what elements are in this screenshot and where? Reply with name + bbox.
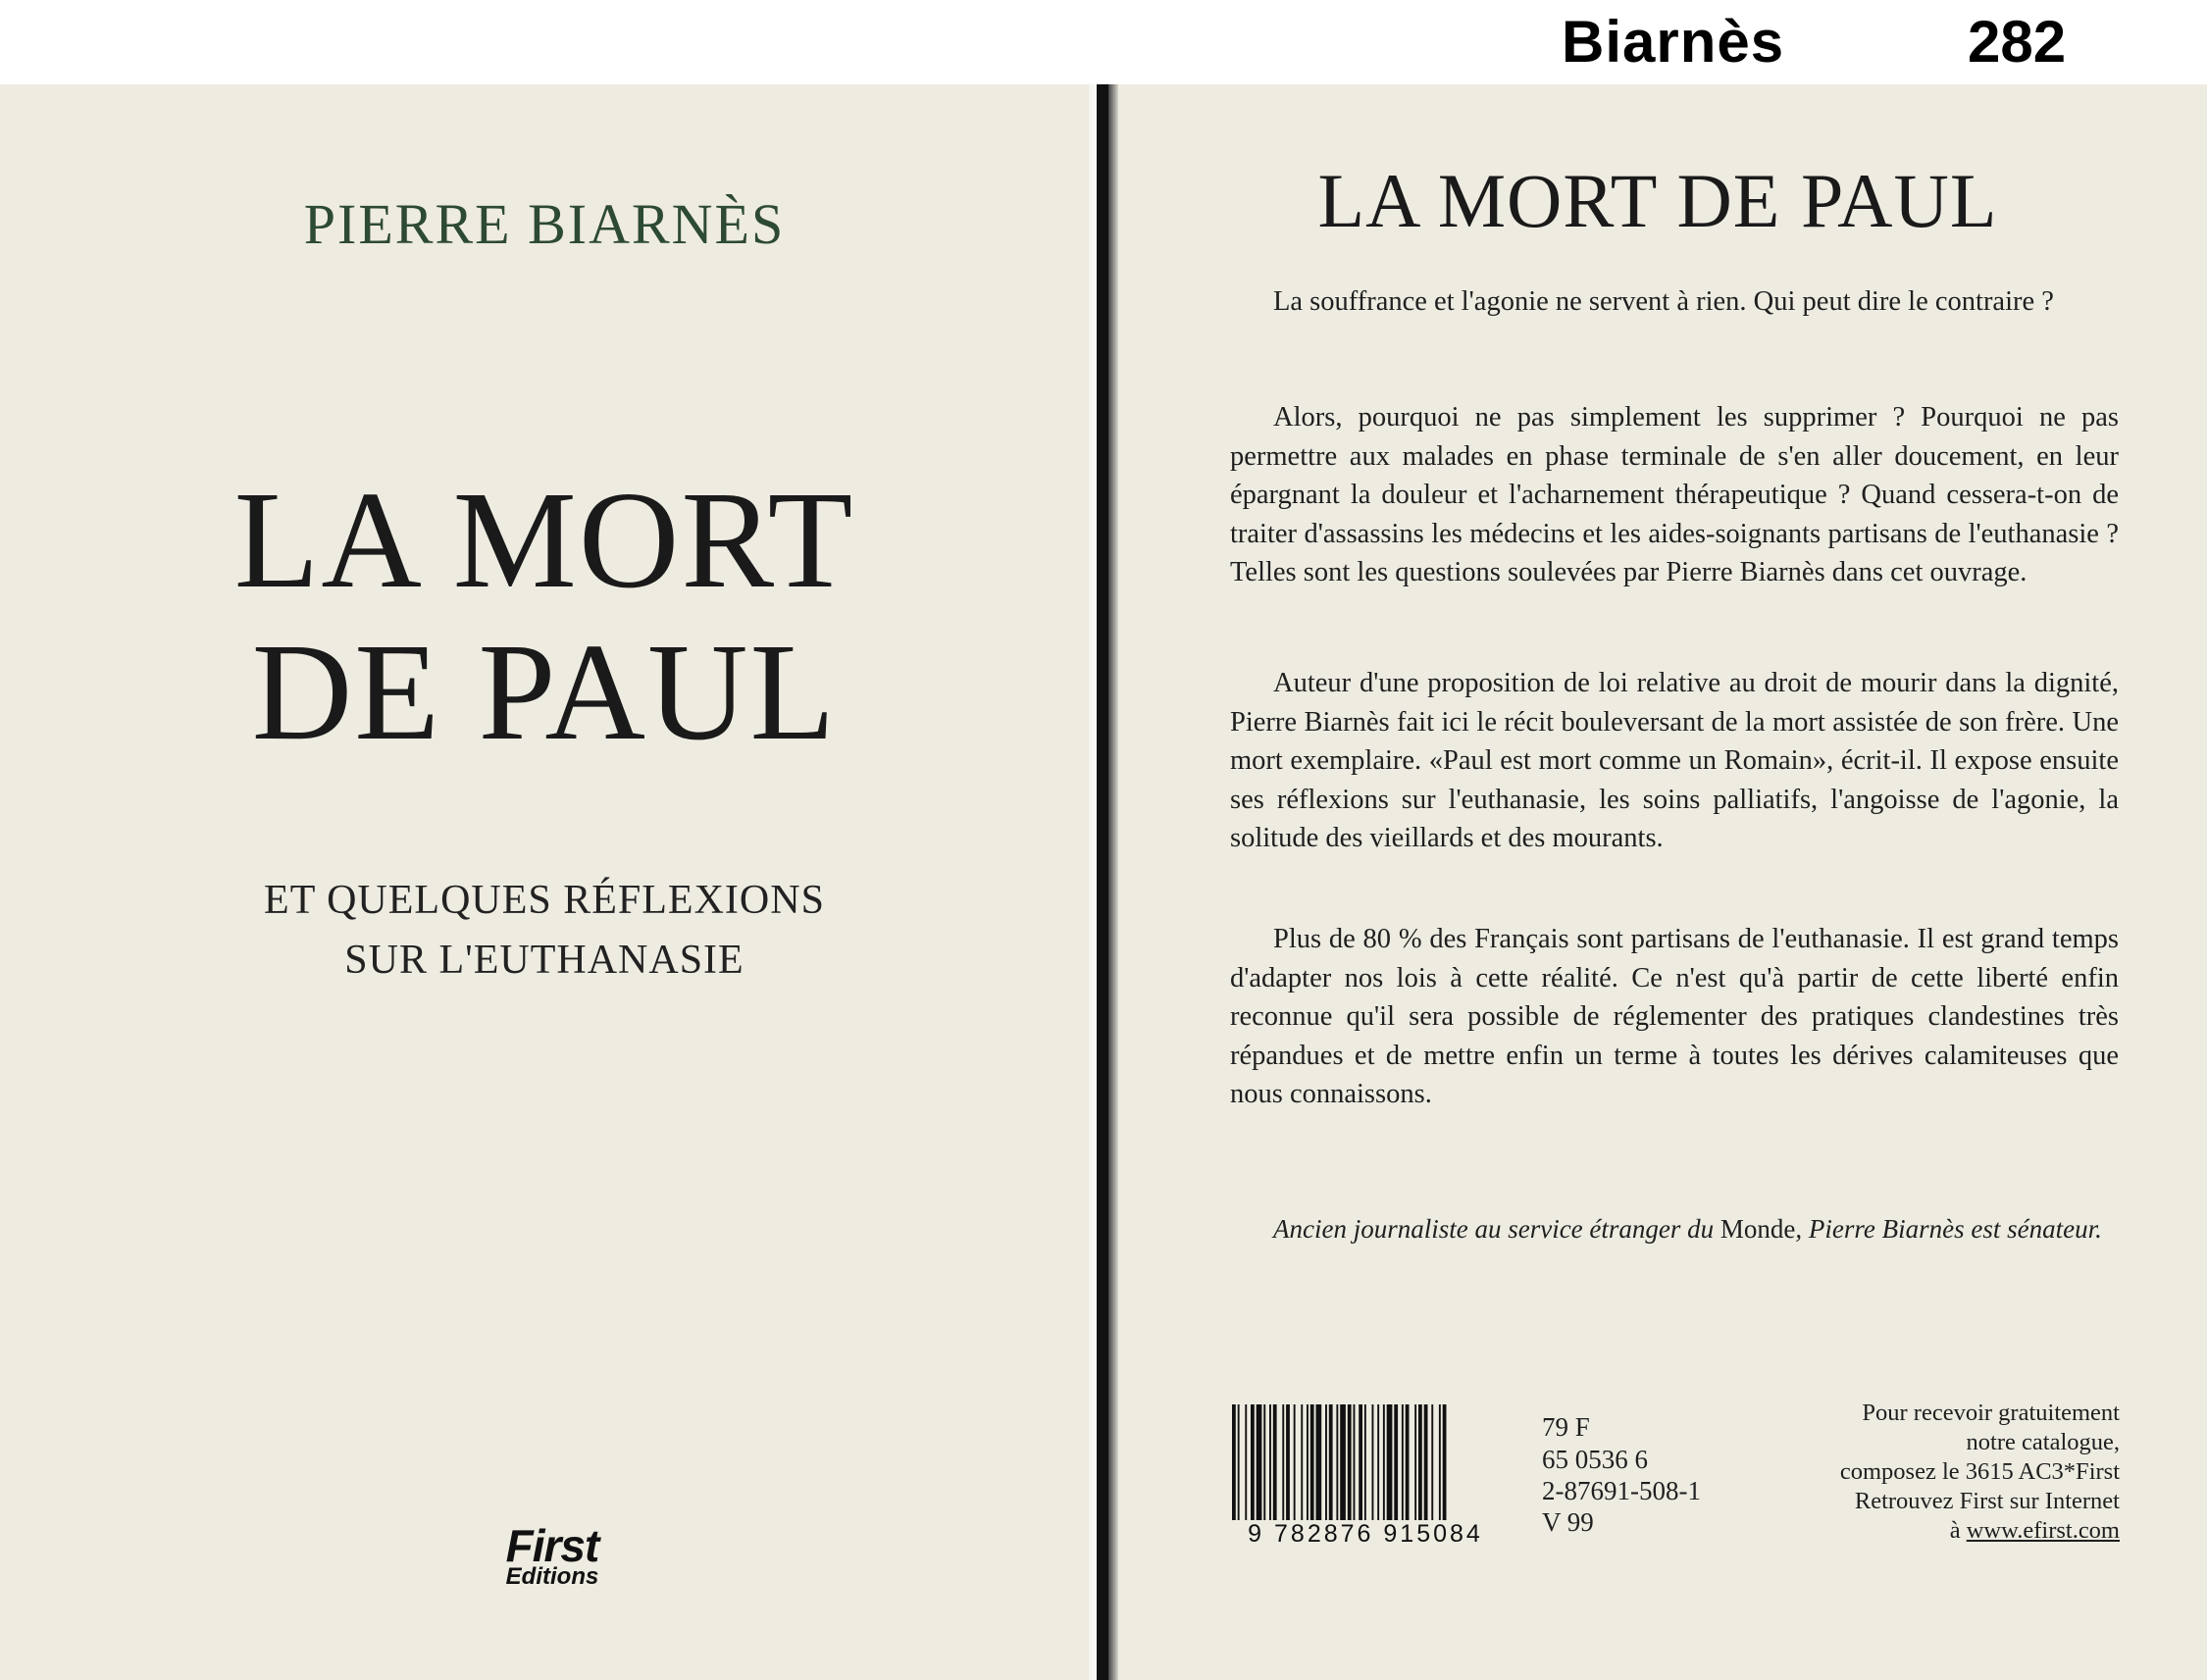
front-author: PIERRE BIARNÈS xyxy=(303,192,786,256)
price-code: 79 F xyxy=(1542,1412,1590,1442)
catalog-line-2: notre catalogue, xyxy=(1966,1429,2120,1455)
front-subtitle-line-2: SUR L'EUTHANASIE xyxy=(344,938,744,983)
barcode-digits: 9 782876 915084 xyxy=(1228,1520,1503,1550)
product-code: 65 0536 6 xyxy=(1542,1445,1648,1474)
cover-gap xyxy=(1097,84,1108,1680)
catalog-line-1: Pour recevoir gratuitement xyxy=(1862,1400,2120,1426)
front-subtitle-line-1: ET QUELQUES RÉFLEXIONS xyxy=(264,878,825,923)
back-title: LA MORT DE PAUL xyxy=(1317,158,1998,243)
header-author: Biarnès xyxy=(1562,9,1785,75)
back-paragraph-2: Alors, pourquoi ne pas simplement les supprimer ? Pourquoi ne pas permettre aux malades en phase terminale de s'en aller doucement, en leur épargnant la douleur et l'acharnement thérapeutique ? Quand cessera-t-on de traiter d'assassins les médecins et les aides-soignants partisans de l'euthanasie ? Telles sont les questions soulevées par Pierre Biarnès dans cet ouvrage. xyxy=(1230,402,2119,587)
catalog-line-4: Retrouvez First sur Internet xyxy=(1854,1488,2120,1514)
catalog-link-prefix: à xyxy=(1949,1517,1967,1544)
back-cover-shadow xyxy=(1108,84,1118,1680)
publisher-logo-editions: Editions xyxy=(505,1563,599,1590)
back-paragraph-1: La souffrance et l'agonie ne servent à rien. Qui peut dire le contraire ? xyxy=(1273,286,2054,317)
front-title-line-2: DE PAUL xyxy=(251,614,838,769)
back-paragraph-4: Plus de 80 % des Français sont partisans de l'euthanasie. Il est grand temps d'adapter nos lois à cette réalité. Ce n'est qu'à partir de cette liberté enfin reconnue qu'il sera possible de réglementer des pratiques clandestines très répandues et de mettre enfin un terme à toutes les dérives calamiteuses que nous connaissons. xyxy=(1230,924,2119,1109)
bio-text-1: Ancien journaliste au service étranger du xyxy=(1273,1214,1720,1244)
bio-text-2: , Pierre Biarnès est sénateur. xyxy=(1795,1214,2102,1244)
website-link[interactable]: www.efirst.com xyxy=(1966,1517,2120,1544)
publisher-logo xyxy=(474,1520,631,1594)
catalog-line-5 xyxy=(1950,1516,2120,1546)
header-number: 282 xyxy=(1968,9,2067,75)
isbn-code: 2-87691-508-1 xyxy=(1542,1476,1701,1505)
page-header xyxy=(0,0,2207,84)
back-paragraph-3: Auteur d'une proposition de loi relative au droit de mourir dans la dignité, Pierre Biarnès fait ici le récit bouleversant de la mort assistée de son frère. Une mort exemplaire. «Paul est mort comme un Romain», écrit-il. Il expose ensuite ses réflexions sur l'euthanasie, les soins palliatifs, l'angoisse de l'agonie, la solitude des vieillards et des mourants. xyxy=(1230,668,2119,853)
author-bio xyxy=(1230,1210,2119,1247)
bio-newspaper: Monde xyxy=(1719,1214,1796,1244)
publisher-logo-first: First xyxy=(505,1520,599,1571)
front-title-line-1: LA MORT xyxy=(233,462,855,617)
catalog-line-3: composez le 3615 AC3*First xyxy=(1839,1458,2120,1485)
edition-code: V 99 xyxy=(1542,1507,1594,1537)
